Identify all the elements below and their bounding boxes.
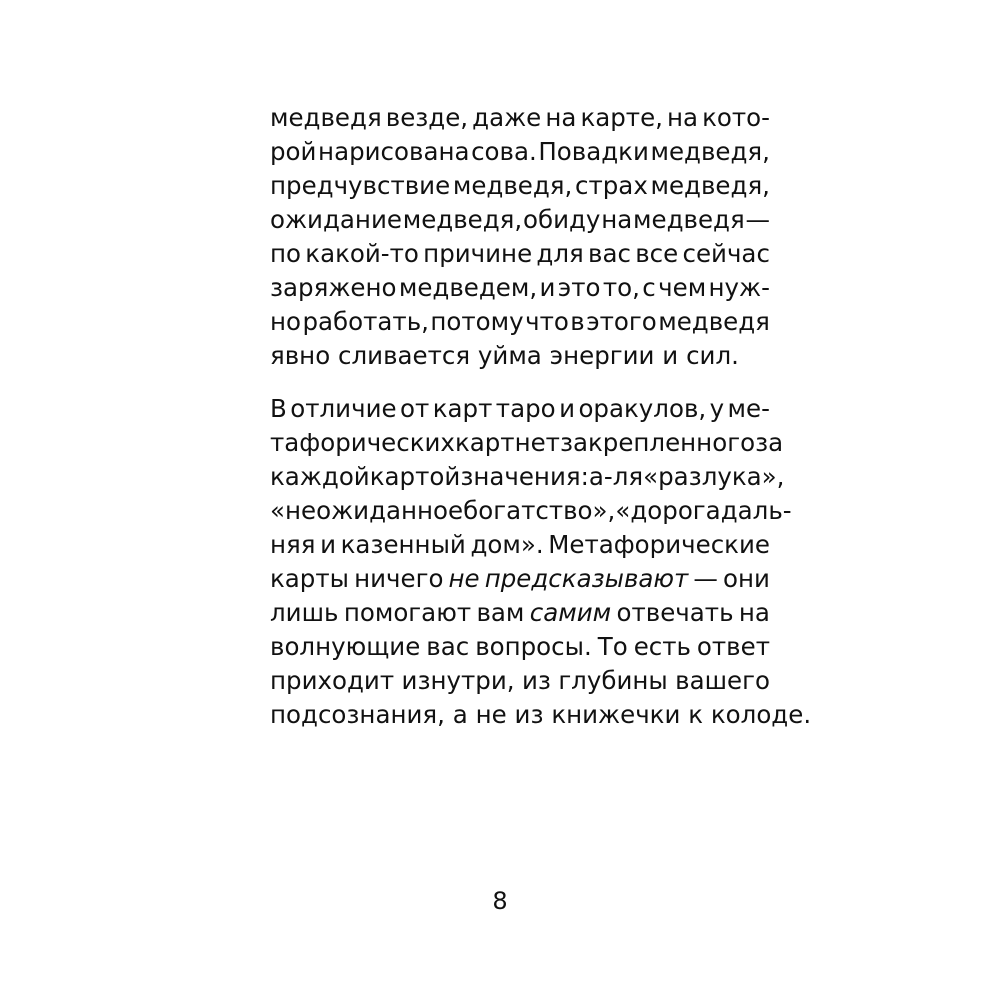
word: уйма <box>477 341 542 370</box>
word: по <box>270 239 302 268</box>
word: книжечки <box>551 700 681 729</box>
word: даль- <box>720 496 792 525</box>
word: но <box>270 307 302 336</box>
word: медведя, <box>650 137 770 166</box>
word: какой-то <box>305 239 419 268</box>
word: «дорога <box>615 496 721 525</box>
word: медведем, <box>398 273 538 302</box>
text-line <box>270 237 770 271</box>
word: это <box>557 273 601 302</box>
word: вас <box>426 632 470 661</box>
text-line <box>270 460 785 494</box>
word: богатство», <box>463 496 616 525</box>
word: карт <box>432 394 493 423</box>
word: везде, <box>385 103 469 132</box>
paragraph-2 <box>270 392 812 732</box>
word: в <box>570 307 585 336</box>
word: на <box>738 598 770 627</box>
word: ответ <box>696 632 770 661</box>
word: и <box>320 530 337 559</box>
word: каждой <box>270 462 370 491</box>
word: они <box>723 564 770 593</box>
word: няя <box>270 530 316 559</box>
text-line <box>270 664 770 698</box>
word: что <box>525 307 569 336</box>
word: — <box>745 205 770 234</box>
word: не <box>475 700 507 729</box>
word: ожидание <box>270 205 402 234</box>
word: «разлука», <box>643 462 785 491</box>
text-line <box>270 169 770 203</box>
word: самим <box>529 598 612 627</box>
word: то, <box>602 273 640 302</box>
word: карт <box>454 428 515 457</box>
word: помогают <box>343 598 472 627</box>
word: медведя, <box>452 171 573 200</box>
text-line <box>270 135 770 169</box>
word: есть <box>633 632 691 661</box>
word: на <box>667 103 699 132</box>
word: таро <box>495 394 556 423</box>
word: обиду <box>522 205 601 234</box>
word: кото- <box>702 103 770 132</box>
word: энергии <box>549 341 655 370</box>
word: из <box>514 700 544 729</box>
word: вас <box>588 239 631 268</box>
word: не <box>448 564 480 593</box>
word: к <box>688 700 704 729</box>
word: потому <box>430 307 524 336</box>
word: «неожиданное <box>270 496 464 525</box>
word: медведя <box>658 307 770 336</box>
text-line <box>270 203 770 237</box>
word: сил. <box>686 341 739 370</box>
word: страх <box>575 171 648 200</box>
word: колоде. <box>710 700 812 729</box>
word: а <box>452 700 468 729</box>
word: значения: <box>460 462 589 491</box>
text-line <box>270 698 812 732</box>
text-line <box>270 101 770 135</box>
word: предчувствие <box>270 171 451 200</box>
word: лишь <box>270 598 339 627</box>
word: у <box>709 394 725 423</box>
word: причине <box>423 239 533 268</box>
word: ничего <box>354 564 444 593</box>
word: вашего <box>675 666 770 695</box>
word: волнующие <box>270 632 421 661</box>
word: рой <box>270 137 317 166</box>
word: а-ля <box>588 462 644 491</box>
paragraph-1 <box>270 101 770 373</box>
text-line <box>270 494 792 528</box>
word: нуж- <box>708 273 770 302</box>
text-line <box>270 562 770 596</box>
word: на <box>601 205 633 234</box>
word: сова. <box>471 137 537 166</box>
word: сливается <box>338 341 471 370</box>
text-line <box>270 596 770 630</box>
word: для <box>536 239 584 268</box>
word: медведя <box>270 103 382 132</box>
word: чем <box>658 273 707 302</box>
word: вопросы. <box>475 632 592 661</box>
word: заряжено <box>270 273 397 302</box>
word: карты <box>270 564 349 593</box>
text-line <box>270 305 770 339</box>
word: из <box>521 666 551 695</box>
word: Метафорические <box>548 530 770 559</box>
word: и <box>559 394 575 423</box>
word: ме- <box>727 394 770 423</box>
word: изнутри, <box>401 666 515 695</box>
text-line <box>270 271 770 305</box>
word: дом». <box>470 530 544 559</box>
text-line <box>270 528 770 562</box>
word: медведя, <box>650 171 770 200</box>
word: В <box>270 394 287 423</box>
word: и <box>662 341 679 370</box>
word: отвечать <box>616 598 734 627</box>
word: все <box>635 239 679 268</box>
word: с <box>642 273 656 302</box>
word: — <box>693 564 718 593</box>
text-line <box>270 426 784 460</box>
word: даже <box>472 103 542 132</box>
page-number: 8 <box>492 887 508 915</box>
word: закрепленного <box>559 428 756 457</box>
word: карте, <box>580 103 663 132</box>
word: подсознания, <box>270 700 445 729</box>
word: отличие <box>290 394 397 423</box>
word: предсказывают <box>484 564 689 593</box>
word: сейчас <box>682 239 770 268</box>
word: нарисована <box>318 137 470 166</box>
text-line <box>270 392 770 426</box>
word: явно <box>270 341 331 370</box>
word: вам <box>476 598 525 627</box>
word: тафорических <box>270 428 455 457</box>
word: за <box>755 428 784 457</box>
word: То <box>597 632 628 661</box>
word: медведя <box>633 205 745 234</box>
text-line <box>270 339 770 373</box>
word: от <box>400 394 430 423</box>
word: и <box>539 273 556 302</box>
word: оракулов, <box>578 394 707 423</box>
word: медведя, <box>402 205 523 234</box>
word: работать, <box>302 307 429 336</box>
word: Повадки <box>538 137 649 166</box>
text-line <box>270 630 770 664</box>
word: нет <box>514 428 560 457</box>
word: картой <box>369 462 461 491</box>
word: приходит <box>270 666 395 695</box>
word: казенный <box>340 530 466 559</box>
word: глубины <box>558 666 668 695</box>
word: на <box>545 103 577 132</box>
word: этого <box>586 307 657 336</box>
